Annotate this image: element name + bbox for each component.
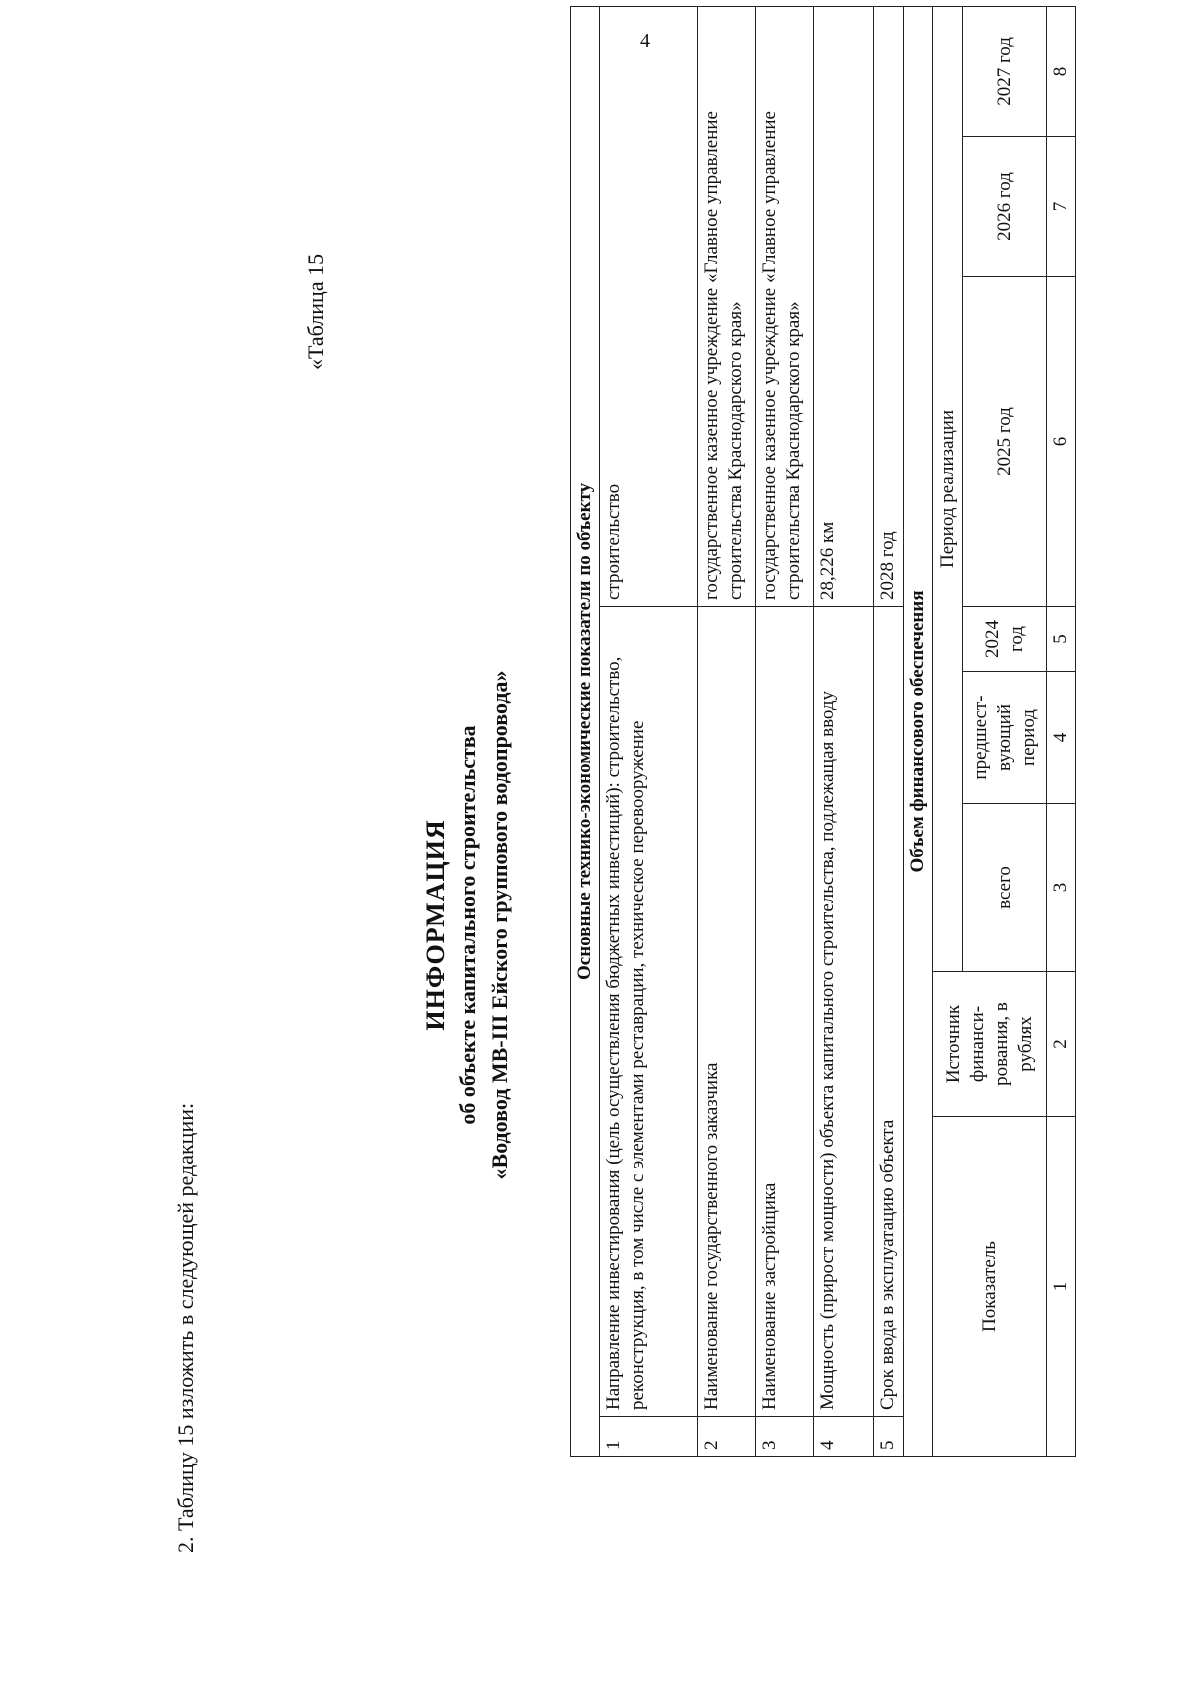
row-label: Направление инвестирования (цель осуществления бюджетных инвестиций): строительство, реконструкция, в том числе с элементами реставрации, техническое перевооружение xyxy=(600,607,698,1417)
header-2027: 2027 год xyxy=(963,6,1047,136)
table-row xyxy=(698,6,756,1456)
header-2026: 2026 год xyxy=(963,137,1047,277)
header-source: Источник финанси-рования, в рублях xyxy=(933,972,1047,1117)
document-title xyxy=(420,535,516,1315)
col-number: 4 xyxy=(1047,672,1076,804)
row-value: 2028 год xyxy=(874,6,904,606)
table-row xyxy=(874,6,904,1456)
column-number-row xyxy=(1047,6,1076,1456)
row-value: строительство xyxy=(600,6,698,606)
table-row xyxy=(600,6,698,1456)
section-title: Основные технико-экономические показатели по объекту xyxy=(571,6,600,1456)
section-header-row xyxy=(904,6,933,1456)
header-total: всего xyxy=(963,804,1047,972)
row-number: 1 xyxy=(600,1417,698,1457)
section-title: Объем финансового обеспечения xyxy=(904,6,933,1456)
row-value: государственное казенное учреждение «Главное управление строительства Краснодарского края» xyxy=(698,6,756,606)
row-number: 4 xyxy=(814,1417,874,1457)
info-table xyxy=(570,6,1076,1457)
table-row xyxy=(814,6,874,1456)
title-line-1: ИНФОРМАЦИЯ xyxy=(421,819,450,1031)
header-2024: 2024 год xyxy=(963,607,1047,672)
row-label: Срок ввода в эксплуатацию объекта xyxy=(874,607,904,1417)
row-value: государственное казенное учреждение «Главное управление строительства Краснодарского края» xyxy=(756,6,814,606)
row-number: 5 xyxy=(874,1417,904,1457)
intro-text: 2. Таблицу 15 изложить в следующей редакции: xyxy=(173,1102,198,1553)
fin-header-row xyxy=(933,6,963,1456)
section-header-row xyxy=(571,6,600,1456)
col-number: 8 xyxy=(1047,6,1076,136)
table-row xyxy=(756,6,814,1456)
rotated-content xyxy=(145,0,1200,1575)
row-number: 2 xyxy=(698,1417,756,1457)
col-number: 2 xyxy=(1047,972,1076,1117)
row-label: Мощность (прирост мощности) объекта капитального строительства, подлежащая вводу xyxy=(814,607,874,1417)
page-number: 4 xyxy=(640,30,650,52)
col-number: 1 xyxy=(1047,1117,1076,1457)
row-label: Наименование застройщика xyxy=(756,607,814,1417)
title-line-3: «Водовод МВ-III Ейского группового водопровода» xyxy=(487,670,512,1180)
table-reference: «Таблица 15 xyxy=(303,253,328,370)
header-prev: предшест-вующий период xyxy=(963,672,1047,804)
row-label: Наименование государственного заказчика xyxy=(698,607,756,1417)
row-number: 3 xyxy=(756,1417,814,1457)
col-number: 7 xyxy=(1047,137,1076,277)
row-value: 28,226 км xyxy=(814,6,874,606)
title-line-2: об объекте капитального строительства xyxy=(455,725,480,1125)
header-2025: 2025 год xyxy=(963,277,1047,607)
col-number: 3 xyxy=(1047,804,1076,972)
col-number: 5 xyxy=(1047,607,1076,672)
col-number: 6 xyxy=(1047,277,1076,607)
header-pokazatel: Показатель xyxy=(933,1117,1047,1457)
header-period: Период реализации xyxy=(933,6,963,971)
